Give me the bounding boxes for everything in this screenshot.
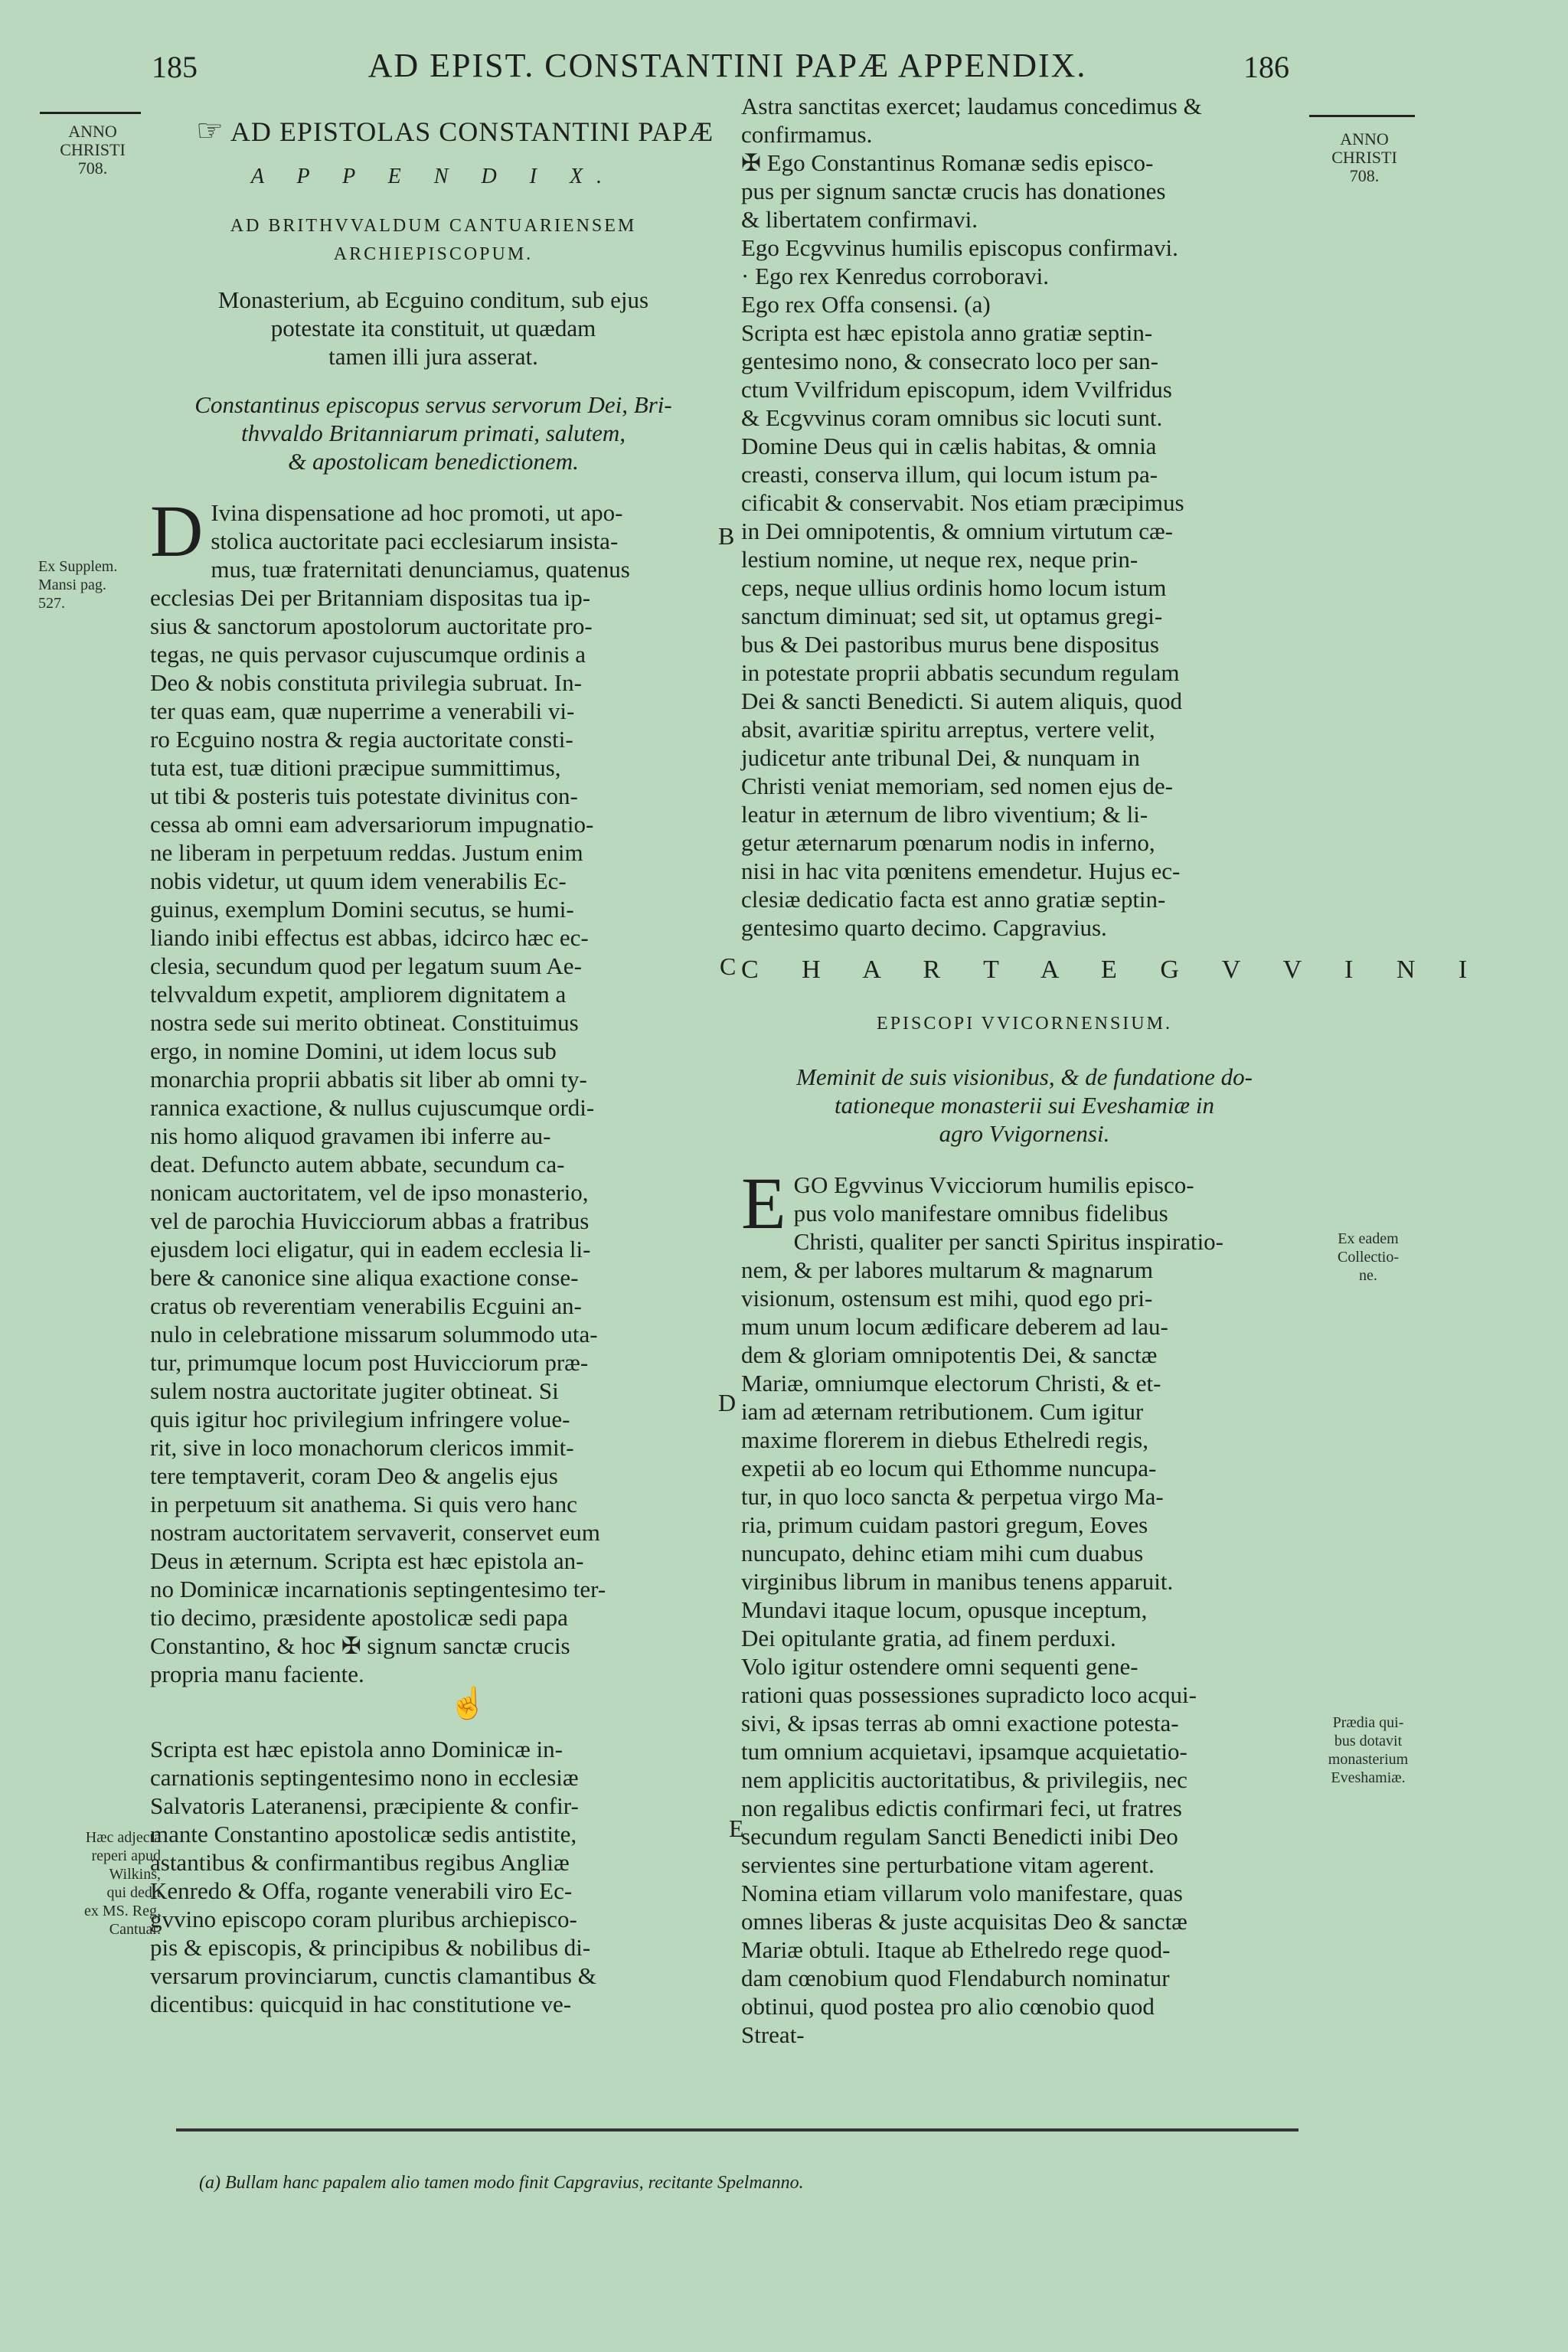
body-line: ecclesias Dei per Britanniam dispositas tua ip- <box>150 584 591 611</box>
scripta-paragraph <box>150 1735 717 2018</box>
confirmation-line: nisi in hac vita pœnitens emendetur. Hujus ec- <box>741 858 1181 884</box>
charta-body-line: Mariæ, omniumque electorum Christi, & et- <box>741 1370 1161 1396</box>
charta-body-line: iam ad æternam retributionem. Cum igitur <box>741 1398 1144 1425</box>
summary-line: potestate ita constituit, ut quædam <box>270 315 596 341</box>
body-line: vel de parochia Huvicciorum abbas a fratribus <box>150 1207 590 1234</box>
charta-summary-line: agro Vvigornensi. <box>939 1120 1110 1147</box>
charta-body-line: virginibus librum in manibus tenens apparuit. <box>741 1568 1174 1595</box>
confirmation-line: lestium nomine, ut neque rex, neque prin- <box>741 546 1138 573</box>
confirmation-line: ✠ Ego Constantinus Romanæ sedis episco- <box>741 149 1154 176</box>
confirmation-line: bus & Dei pastoribus murus bene dispositus <box>741 631 1159 658</box>
dropcap-e: E <box>741 1162 786 1244</box>
margin-anno-christi-left: ANNO CHRISTI 708. <box>60 122 126 178</box>
scripta-line: versarum provinciarum, cunctis clamantibus & <box>150 1962 596 1989</box>
margin-ex-eadem: Ex eadem Collectio- ne. <box>1338 1230 1399 1284</box>
charta-body-line: non regalibus edictis confirmari feci, ut fratres <box>741 1795 1182 1821</box>
section-letter-d: D <box>718 1389 737 1416</box>
summary-line: Monasterium, ab Ecguino conditum, sub ejus <box>217 286 649 313</box>
body-line: tio decimo, præsidente apostolicæ sedi papa <box>150 1604 568 1631</box>
confirmation-line: sanctum diminuat; sed sit, ut optamus gregi- <box>741 603 1163 629</box>
confirmation-line: pus per signum sanctæ crucis has donationes <box>741 178 1166 204</box>
body-line: Deus in æternum. Scripta est hæc epistola an- <box>150 1547 584 1574</box>
body-line: ejusdem loci eligatur, qui in eadem ecclesia li- <box>150 1236 591 1263</box>
charta-summary-line: Meminit de suis visionibus, & de fundatione do- <box>796 1063 1253 1090</box>
charta-body-line: sivi, & ipsas terras ab omni exactione potesta- <box>741 1710 1179 1736</box>
section-letter-c: C <box>720 952 737 980</box>
charta-body-line: Mundavi itaque locum, opusque inceptum, <box>741 1596 1148 1623</box>
salutation-line: thvvaldo Britanniarum primati, salutem, <box>240 420 626 446</box>
bottom-rule <box>176 2128 1298 2132</box>
body-line: bere & canonice sine aliqua exactione conse- <box>150 1264 579 1291</box>
confirmation-line: Astra sanctitas exercet; laudamus concedimus & <box>741 93 1202 119</box>
charta-body-line: Streat- <box>741 2021 805 2048</box>
charta-body-line: obtinui, quod postea pro alio cœnobio quod <box>741 1993 1155 2020</box>
confirmation-line: confirmamus. <box>741 121 873 148</box>
scripta-line: carnationis septingentesimo nono in ecclesiæ <box>150 1764 579 1791</box>
scripta-line: pis & episcopis, & principibus & nobilibus di- <box>150 1934 591 1961</box>
charta-body-line: Nomina etiam villarum volo manifestare, quas <box>741 1880 1183 1906</box>
charta-body-line: Christi, qualiter per sancti Spiritus inspiratio- <box>793 1228 1224 1255</box>
confirmation-line: gentesimo quarto decimo. Capgravius. <box>741 914 1107 941</box>
body-line: rit, sive in loco monachorum clericos immit- <box>150 1434 574 1461</box>
right-page-number: 186 <box>1243 50 1289 84</box>
body-line: Ivina dispensatione ad hoc promoti, ut apo- <box>211 499 623 526</box>
confirmation-line: Ego rex Offa consensi. (a) <box>741 291 991 318</box>
charta-body-line: maxime florerem in diebus Ethelredi regis, <box>741 1426 1148 1453</box>
charta-title: C H A R T A E G V V I N I <box>741 956 1486 984</box>
body-line: ergo, in nomine Domini, ut idem locus sub <box>150 1037 557 1064</box>
charta-body-line: nuncupato, dehinc etiam mihi cum duabus <box>741 1540 1144 1566</box>
body-line: nostram auctoritatem servaverit, conservet eum <box>150 1519 600 1546</box>
section-letter-e: E <box>729 1815 744 1842</box>
charta-summary <box>741 1063 1308 1148</box>
margin-rule-left <box>40 112 141 114</box>
appendix-heading <box>150 115 717 149</box>
body-line: Constantino, & hoc ✠ signum sanctæ crucis <box>150 1632 570 1659</box>
body-line: nonicam auctoritatem, vel de ipso monasterio, <box>150 1179 589 1206</box>
body-line: deat. Defuncto autem abbate, secundum ca- <box>150 1151 565 1178</box>
charta-body-line: Mariæ obtuli. Itaque ab Ethelredo rege quod- <box>741 1936 1171 1963</box>
body-line: mus, tuæ fraternitati denunciamus, quatenus <box>211 556 630 583</box>
confirmation-line: ctum Vvilfridum episcopum, idem Vvilfridus <box>741 376 1172 403</box>
body-line: tere temptaverit, coram Deo & angelis ejus <box>150 1462 558 1489</box>
body-line: cratus ob reverentiam venerabilis Ecguini an- <box>150 1292 582 1319</box>
body-line: nis homo aliquod gravamen ibi inferre au- <box>150 1122 551 1149</box>
body-line: no Dominicæ incarnationis septingentesimo ter- <box>150 1576 606 1602</box>
confirmation-line: Scripta est hæc epistola anno gratiæ septin- <box>741 319 1153 346</box>
body-line: tur, primumque locum post Huvicciorum præ- <box>150 1349 589 1376</box>
scripta-line: mante Constantino apostolicæ sedis antistite, <box>150 1821 577 1847</box>
scripta-line: astantibus & confirmantibus regibus Angliæ <box>150 1849 570 1876</box>
scripta-line: Kenredo & Offa, rogante venerabili viro Ec- <box>150 1877 573 1904</box>
appendix-title: AD EPISTOLAS CONSTANTINI PAPÆ <box>230 116 714 147</box>
section-letter-b: B <box>718 522 735 550</box>
body-line: propria manu faciente. <box>150 1661 364 1687</box>
addressee-line-1: AD BRITHVVALDUM CANTUARIENSEM <box>230 216 637 236</box>
body-line: quis igitur hoc privilegium infringere volue- <box>150 1406 570 1432</box>
body-line: ro Ecguino nostra & regia auctoritate consti- <box>150 726 573 753</box>
charta-body-line: ria, primum cuidam pastori gregum, Eoves <box>741 1511 1148 1538</box>
body-line: ter quas eam, quæ nuperrime a venerabili vi- <box>150 697 575 724</box>
body-line: ut tibi & posteris tuis potestate divinitus con- <box>150 782 578 809</box>
body-line: stolica auctoritate paci ecclesiarum insista- <box>211 528 619 554</box>
body-line: tegas, ne quis pervasor cujuscumque ordinis a <box>150 641 586 668</box>
body-line: nulo in celebratione missarum solummodo uta- <box>150 1321 598 1348</box>
dropcap-d: D <box>150 490 204 572</box>
charta-body-line: Volo igitur ostendere omni sequenti gene- <box>741 1653 1138 1680</box>
letter-body <box>150 490 717 1720</box>
scripta-line: gvvino episcopo coram pluribus archiepisco- <box>150 1906 577 1932</box>
confirmation-line: Dei & sancti Benedicti. Si autem aliquis, quod <box>741 688 1182 714</box>
confirmation-line: clesiæ dedicatio facta est anno gratiæ septin- <box>741 886 1166 913</box>
confirmation-line: leatur in æternum de libro viventium; & li- <box>741 801 1148 828</box>
body-line: sius & sanctorum apostolorum auctoritate pro- <box>150 612 593 639</box>
summary-line: tamen illi jura asserat. <box>328 343 538 370</box>
appendix-label: A P P E N D I X. <box>250 165 616 188</box>
confirmation-text <box>741 92 1308 942</box>
confirmation-line: gentesimo nono, & consecrato loco per san- <box>741 348 1158 374</box>
charta-body-line: servientes sine perturbatione vitam agerent. <box>741 1851 1155 1878</box>
charta-body-line: expetii ab eo locum qui Ethomme nuncupa- <box>741 1455 1157 1481</box>
confirmation-line: in Dei omnipotentis, & omnium virtutum cæ- <box>741 518 1173 544</box>
body-line: nobis videtur, ut quum idem venerabilis Ec- <box>150 867 567 894</box>
body-line: tuta est, tuæ ditioni præcipue summittimus, <box>150 754 561 781</box>
addressee-line-2: ARCHIEPISCOPUM. <box>333 244 534 264</box>
charta-body-line: omnes liberas & juste acquisitas Deo & sanctæ <box>741 1908 1187 1935</box>
charta-body-line: nem applicitis auctoritatibus, & privilegiis, nec <box>741 1766 1187 1793</box>
charta-body-line: Dei opitulante gratia, ad finem perduxi. <box>741 1625 1116 1651</box>
charta-body-line: pus volo manifestare omnibus fidelibus <box>793 1200 1168 1227</box>
left-page-number: 185 <box>152 50 198 84</box>
charta-body-line: dem & gloriam omnipotentis Dei, & sanctæ <box>741 1341 1158 1368</box>
charta-body <box>741 1162 1308 2049</box>
margin-ex-supplem: Ex Supplem. Mansi pag. 527. <box>38 558 118 612</box>
charta-summary-line: tationeque monasterii sui Eveshamiæ in <box>835 1092 1214 1119</box>
charta-subtitle: EPISCOPI VVICORNENSIUM. <box>877 1014 1172 1034</box>
charta-body-line: secundum regulam Sancti Benedicti inibi Deo <box>741 1823 1178 1850</box>
charta-body-line: tur, in quo loco sancta & perpetua virgo Ma- <box>741 1483 1164 1510</box>
body-line: ne liberam in perpetuum reddas. Justum enim <box>150 839 583 866</box>
body-line: Deo & nobis constituta privilegia subruat. In- <box>150 669 582 696</box>
margin-haec-adjecta: Hæc adjecta reperi apud Wilkins, qui dedit ex MS. Reg. Cantuar. <box>84 1829 161 1938</box>
confirmation-line: · Ego rex Kenredus corroboravi. <box>741 263 1049 289</box>
confirmation-line: absit, avaritiæ spiritu arreptus, vertere velit, <box>741 716 1155 743</box>
salutation-line: Constantinus episcopus servus servorum Dei, Bri- <box>194 391 672 418</box>
confirmation-line: getur æternarum pœnarum nodis in inferno, <box>741 829 1155 856</box>
hand-ornament-icon: ☞ <box>196 113 224 148</box>
confirmation-line: Domine Deus qui in cælis habitas, & omnia <box>741 433 1157 459</box>
charta-body-line: GO Egvvinus Vvicciorum humilis episco- <box>793 1171 1194 1198</box>
body-line: in perpetuum sit anathema. Si quis vero hanc <box>150 1491 577 1517</box>
body-line: guinus, exemplum Domini secutus, se humi- <box>150 896 574 923</box>
charta-body-line: visionum, ostensum est mihi, quod ego pri- <box>741 1285 1153 1312</box>
body-line: monarchia proprii abbatis sit liber ab omni ty- <box>150 1066 587 1093</box>
confirmation-line: Christi veniat memoriam, sed nomen ejus de- <box>741 773 1173 799</box>
body-line: clesia, secundum quod per legatum suum Ae- <box>150 952 582 979</box>
body-line: liando inibi effectus est abbas, idcirco hæc ec- <box>150 924 589 951</box>
body-line: telvvaldum expetit, ampliorem dignitatem a <box>150 981 567 1008</box>
confirmation-line: creasti, conserva illum, qui locum istum pa- <box>741 461 1158 488</box>
confirmation-line: cificabit & conservabit. Nos etiam præcipimus <box>741 489 1184 516</box>
confirmation-line: in potestate proprii abbatis secundum regulam <box>741 659 1180 686</box>
charta-body-line: dam cœnobium quod Flendaburch nominatur <box>741 1965 1170 1991</box>
body-line: rannica exactione, & nullus cujuscumque ordi- <box>150 1094 595 1121</box>
letter-summary <box>150 286 717 371</box>
body-line: sulem nostra auctoritate jugiter obtineat. Si <box>150 1377 559 1404</box>
confirmation-line: judicetur ante tribunal Dei, & nunquam in <box>741 744 1140 771</box>
confirmation-line: Ego Ecgvvinus humilis episcopus confirmavi. <box>741 234 1178 261</box>
letter-salutation <box>150 390 717 475</box>
charta-body-line: rationi quas possessiones supradicto loco acqui- <box>741 1681 1197 1708</box>
confirmation-line: & libertatem confirmavi. <box>741 206 978 233</box>
margin-rule-right <box>1309 115 1415 117</box>
left-column <box>150 115 717 2018</box>
body-line: cessa ab omni eam adversariorum impugnatio- <box>150 811 594 838</box>
hand-ornament-icon: ☝ <box>449 1686 487 1720</box>
confirmation-line: & Ecgvvinus coram omnibus sic locuti sunt. <box>741 404 1163 431</box>
scripta-line: Salvatoris Lateranensi, præcipiente & confir- <box>150 1792 579 1819</box>
scripta-line: Scripta est hæc epistola anno Dominicæ in- <box>150 1736 563 1762</box>
body-line: nostra sede sui merito obtineat. Constituimus <box>150 1009 579 1036</box>
running-header: AD EPIST. CONSTANTINI PAPÆ APPENDIX. <box>368 47 1087 84</box>
margin-anno-christi-right: ANNO CHRISTI 708. <box>1331 129 1397 185</box>
charta-body-line: mum unum locum ædificare deberem ad lau- <box>741 1313 1168 1340</box>
salutation-line: & apostolicam benedictionem. <box>288 448 579 475</box>
charta-body-line: nem, & per labores multarum & magnarum <box>741 1256 1154 1283</box>
confirmation-line: ceps, neque ullius ordinis homo locum istum <box>741 574 1167 601</box>
charta-body-line: tum omnium acquietavi, ipsamque acquietatio- <box>741 1738 1187 1765</box>
scripta-line: dicentibus: quicquid in hac constitutione ve- <box>150 1991 572 2017</box>
margin-praedia: Prædia qui- bus dotavit monasterium Eveshamiæ. <box>1328 1714 1409 1786</box>
footnote: (a) Bullam hanc papalem alio tamen modo finit Capgravius, recitante Spelmanno. <box>199 2173 804 2193</box>
